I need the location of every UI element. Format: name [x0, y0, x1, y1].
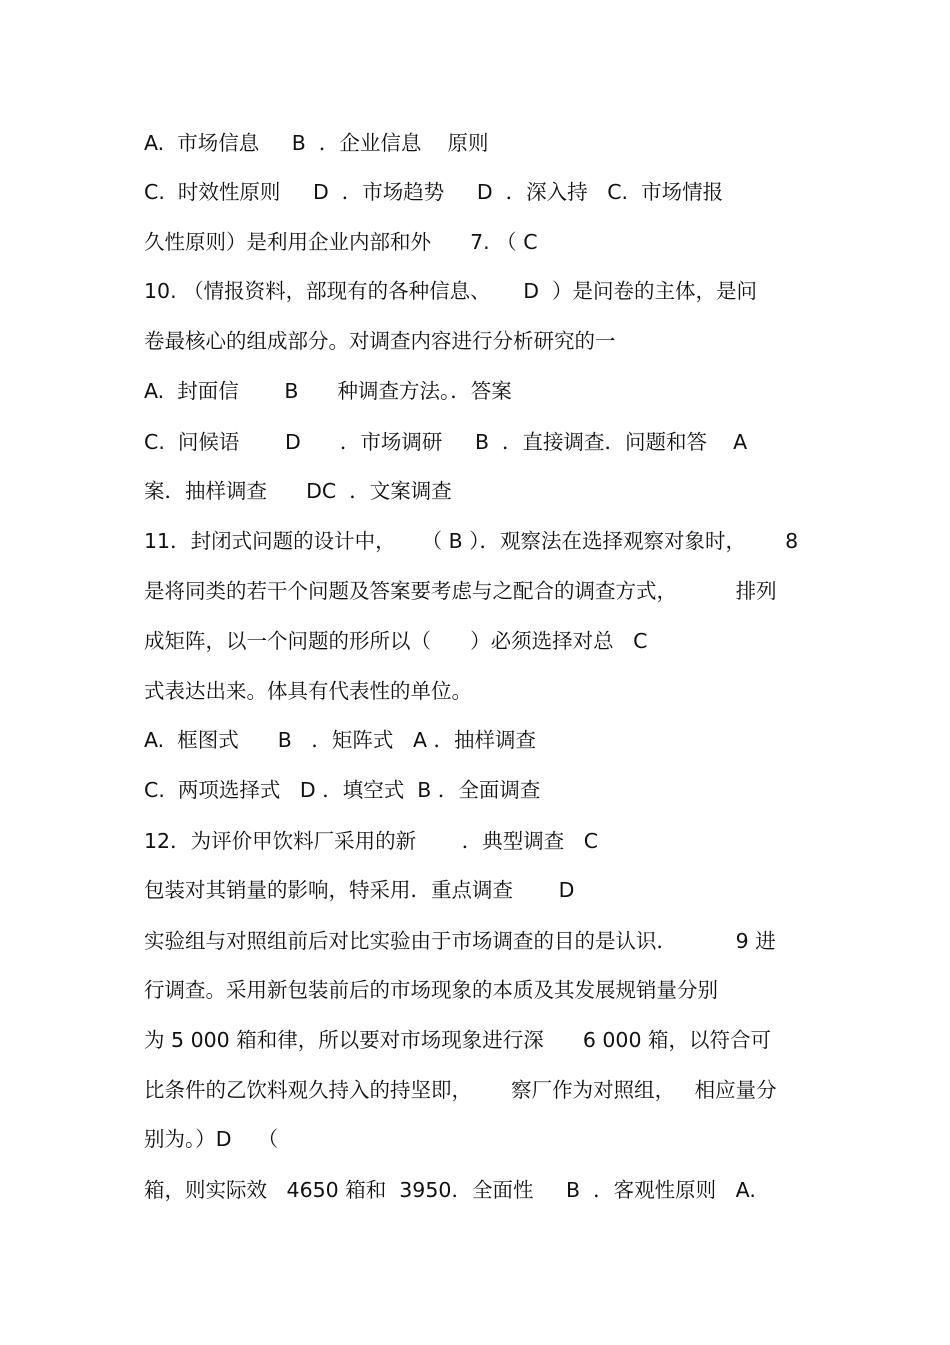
text-line: A. 框图式 B ．矩阵式 A ．抽样调查 [144, 728, 537, 752]
text-line: 行调查。采用新包装前后的市场现象的本质及其发展规销量分别 [144, 978, 718, 1002]
text-line: 比条件的乙饮料观久持入的持坚即， 察厂作为对照组， 相应量分 [144, 1078, 777, 1102]
text-line: A. 市场信息 B ．企业信息 原则 [144, 131, 489, 155]
text-line: 包装对其销量的影响，特采用．重点调查 D [144, 878, 575, 902]
text-line: 成矩阵，以一个问题的形所以（ ）必须选择对总 C [144, 629, 648, 653]
text-line: 式表达出来。体具有代表性的单位。 [144, 679, 472, 703]
text-line: C. 时效性原则 D ．市场趋势 D ．深入持 C. 市场情报 [144, 180, 724, 204]
text-line: C. 问候语 D ．市场调研 B ．直接调查．问题和答 A [144, 430, 748, 454]
text-line: C. 两项选择式 D ．填空式 B ．全面调查 [144, 778, 541, 802]
text-line: 为 5 000 箱和律，所以要对市场现象进行深 6 000 箱，以符合可 [144, 1028, 772, 1052]
text-line: A. 封面信 B 种调查方法。．答案 [144, 379, 512, 403]
text-line: 10. （情报资料，部现有的各种信息、 D ）是问卷的主体，是问 [144, 279, 758, 303]
text-line: 12．为评价甲饮料厂采用的新 ．典型调查 C [144, 829, 599, 853]
text-line: 11．封闭式问题的设计中， （ B ）．观察法在选择观察对象时， 8 [144, 529, 799, 553]
text-line: 是将同类的若干个问题及答案要考虑与之配合的调查方式， 排列 [144, 579, 777, 603]
text-line: 箱，则实际效 4650 箱和 3950．全面性 B ．客观性原则 A. [144, 1178, 756, 1202]
text-line: 久性原则）是利用企业内部和外 7. （ C [144, 230, 538, 254]
text-line: 卷最核心的组成部分。对调查内容进行分析研究的一 [144, 329, 616, 353]
text-line: 别为。）D （ [144, 1127, 279, 1151]
text-line: 实验组与对照组前后对比实验由于市场调查的目的是认识． 9 进 [144, 929, 776, 953]
text-line: 案．抽样调查 DC ．文案调查 [144, 479, 452, 503]
